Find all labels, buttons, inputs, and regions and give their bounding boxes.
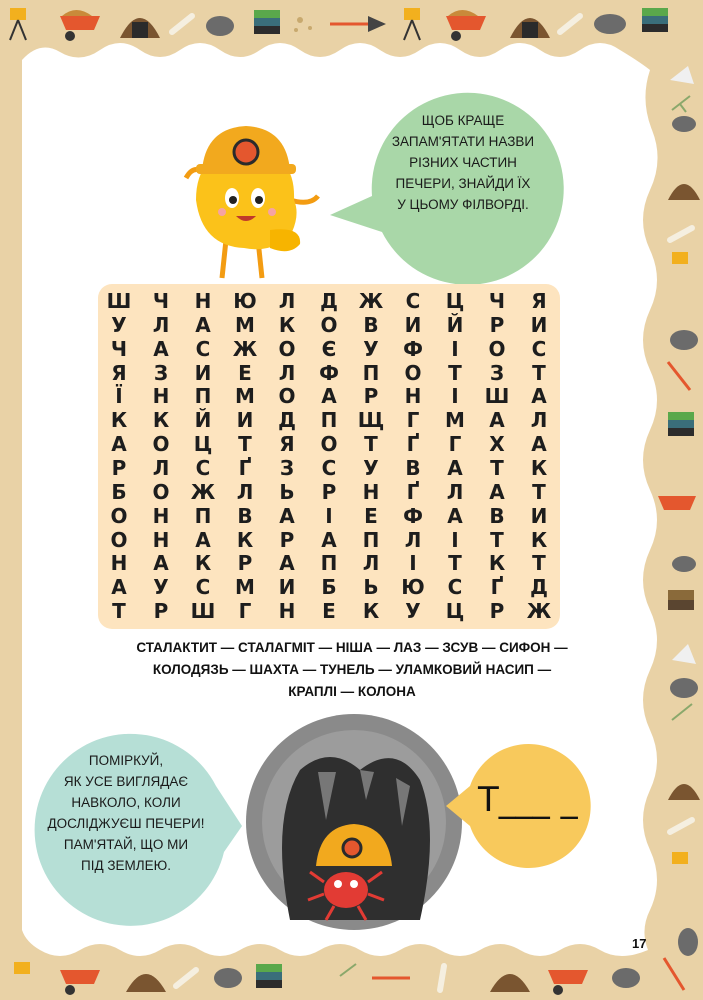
grid-letter: Я: [531, 289, 547, 313]
grid-letter: В: [489, 503, 505, 528]
rock-icon: [594, 14, 626, 34]
grid-letter: У: [111, 312, 127, 337]
shovel-icon: [668, 362, 690, 390]
grid-letter: О: [278, 336, 296, 361]
grid-letter: Ц: [445, 599, 465, 624]
grid-letter: І: [451, 384, 459, 409]
grid-letter: А: [531, 432, 547, 457]
grid-letter: К: [362, 599, 380, 624]
grid-letter: Х: [489, 432, 505, 457]
rock-icon: [214, 968, 242, 988]
grid-letter: Я: [111, 360, 127, 385]
bottom-decor-row: [14, 958, 684, 995]
top-decor-row: [10, 8, 668, 41]
soil-layers-icon: [642, 8, 668, 32]
grid-letter: И: [530, 503, 548, 528]
grid-letter: О: [320, 432, 338, 457]
grid-letter: О: [404, 360, 422, 385]
crystal-icon: [672, 644, 696, 664]
grid-letter: Ш: [106, 289, 132, 313]
grid-letter: К: [152, 408, 170, 433]
grid-letter: С: [195, 456, 211, 480]
grid-letter: М: [235, 312, 255, 337]
mine-entrance-icon: [490, 974, 530, 992]
mine-entrance-icon: [120, 18, 160, 38]
grid-letter: А: [447, 456, 463, 480]
rock-icon: [672, 556, 696, 572]
grid-letter: И: [194, 360, 212, 385]
grid-letter: О: [488, 336, 506, 361]
shovel-icon: [330, 16, 386, 32]
grid-letter: Ь: [279, 479, 295, 504]
grid-letter: К: [488, 551, 506, 576]
bottom-bubble-line: ЯК УСЕ ВИГЛЯДАЄ: [63, 774, 189, 789]
grid-letter: М: [235, 575, 255, 600]
surveyor-tripod-icon: [672, 852, 688, 864]
grid-letter: Р: [321, 479, 337, 504]
grid-letter: А: [195, 527, 211, 552]
grid-letter: Т: [532, 479, 546, 504]
grid-letter: К: [236, 527, 254, 552]
grid-letter: Н: [152, 384, 170, 409]
grid-letter: О: [110, 503, 128, 528]
bone-icon: [440, 966, 444, 990]
shovel-icon: [664, 958, 684, 990]
surveyor-tripod-icon: [14, 962, 30, 974]
grid-letter: Л: [236, 479, 254, 504]
grid-letter: К: [110, 408, 128, 433]
grid-letter: О: [320, 312, 338, 337]
top-bubble-line: ЗАПАМ'ЯТАТИ НАЗВИ: [391, 134, 535, 149]
grid-letter: У: [363, 336, 379, 361]
grid-letter: Л: [404, 527, 422, 552]
grid-letter: А: [153, 551, 169, 576]
grid-letter: Р: [363, 384, 379, 409]
cave-illustration: [246, 714, 462, 930]
grid-letter: В: [363, 312, 379, 337]
grid-letter: Р: [489, 312, 505, 337]
soil-layers-icon: [256, 964, 282, 988]
page-number: 17: [632, 936, 647, 951]
mine-entrance-icon: [126, 974, 166, 992]
grid-letter: Н: [278, 599, 296, 624]
grid-letter: И: [236, 408, 254, 433]
grid-letter: Б: [321, 575, 337, 600]
word-list-line: СТАЛАКТИТ — СТАЛАГМІТ — НІША — ЛАЗ — ЗСУВ — СИФОН —: [136, 640, 568, 655]
grid-letter: Ґ: [406, 479, 420, 504]
grid-letter: Е: [364, 503, 378, 528]
bottom-bubble-text: [40, 750, 212, 876]
rock-icon: [612, 968, 640, 988]
grid-letter: Ж: [190, 479, 216, 504]
grid-letter: Ц: [445, 289, 465, 313]
soil-layers-icon: [668, 412, 694, 436]
grid-letter: К: [530, 527, 548, 552]
grid-letter: А: [111, 575, 127, 600]
word-list-line: КОЛОДЯЗЬ — ШАХТА — ТУНЕЛЬ — УЛАМКОВИЙ НАСИП —: [152, 662, 552, 677]
grid-letter: К: [530, 456, 548, 480]
grid-letter: Ж: [358, 289, 384, 313]
grid-letter: О: [110, 527, 128, 552]
grid-letter: Л: [152, 312, 170, 337]
grid-letter: Ч: [110, 336, 128, 361]
wheelbarrow-icon: [446, 10, 486, 41]
grid-letter: И: [530, 312, 548, 337]
soil-layers-icon: [254, 10, 280, 34]
soil-layers-icon: [668, 590, 694, 610]
grid-letter: І: [325, 503, 333, 528]
grid-letter: Р: [489, 599, 505, 624]
grid-letter: П: [194, 503, 212, 528]
grid-letter: З: [489, 360, 505, 385]
grid-letter: Р: [153, 599, 169, 624]
grid-letter: С: [447, 575, 463, 600]
grid-letter: Т: [532, 551, 546, 576]
grid-letter: Г: [406, 408, 420, 433]
grid-letter: Т: [448, 551, 462, 576]
rock-icon: [678, 928, 698, 956]
grid-letter: Г: [238, 599, 252, 624]
bottom-bubble-line: ПАМ'ЯТАЙ, ЩО МИ: [63, 837, 189, 852]
grid-letter: Р: [111, 456, 127, 480]
grid-letter: Е: [238, 360, 252, 385]
mine-entrance-icon: [668, 184, 700, 200]
right-decor-column: [658, 66, 700, 956]
grid-letter: Н: [152, 503, 170, 528]
grid-letter: Г: [448, 432, 462, 457]
surveyor-tripod-icon: [404, 8, 420, 40]
grid-letter: Т: [238, 432, 252, 457]
grid-letter: Ч: [488, 289, 506, 313]
grid-letter: А: [279, 551, 295, 576]
grid-letter: А: [279, 503, 295, 528]
grid-letter: И: [404, 312, 422, 337]
top-bubble-line: У ЦЬОМУ ФІЛВОРДІ.: [397, 197, 529, 212]
grid-letter: С: [405, 289, 421, 313]
top-bubble-line: ЩОБ КРАЩЕ: [421, 113, 505, 128]
answer-hint: Т___ _: [478, 780, 578, 820]
grid-letter: А: [489, 479, 505, 504]
grid-letter: П: [320, 551, 338, 576]
grid-letter: Ф: [403, 503, 423, 528]
grid-letter: Л: [446, 479, 464, 504]
rock-icon: [670, 330, 698, 350]
grid-letter: Ч: [152, 289, 170, 313]
rock-icon: [206, 16, 234, 36]
grid-letter: І: [409, 551, 417, 576]
grid-letter: З: [279, 456, 295, 480]
grid-letter: Ж: [526, 599, 552, 624]
pebbles-icon: [294, 17, 312, 32]
grid-letter: В: [405, 456, 421, 480]
bottom-bubble-line: ПОМІРКУЙ,: [88, 753, 164, 768]
grid-letter: А: [153, 336, 169, 361]
grid-letter: П: [320, 408, 338, 433]
grid-letter: Д: [278, 408, 296, 433]
wheelbarrow-icon: [60, 10, 100, 41]
grid-letter: М: [235, 384, 255, 409]
grid-letter: А: [447, 503, 463, 528]
grid-letter: П: [194, 384, 212, 409]
grid-letter: Ф: [319, 360, 339, 385]
grid-letter: Д: [320, 289, 338, 313]
wheelbarrow-icon: [60, 970, 100, 995]
grid-letter: Ж: [232, 336, 258, 361]
grid-letter: А: [489, 408, 505, 433]
grid-letter: С: [195, 575, 211, 600]
bone-icon: [670, 820, 692, 832]
grid-letter: У: [363, 456, 379, 480]
grid-letter: А: [111, 432, 127, 457]
grid-letter: Н: [404, 384, 422, 409]
grid-letter: Б: [111, 479, 127, 504]
grid-letter: І: [451, 336, 459, 361]
grid-letter: Т: [490, 527, 504, 552]
grid-letter: С: [321, 456, 337, 480]
grid-letter: У: [153, 575, 169, 600]
grid-letter: З: [153, 360, 169, 385]
grid-letter: Ф: [403, 336, 423, 361]
grid-letter: Н: [362, 479, 380, 504]
grid-letter: Л: [362, 551, 380, 576]
grid-letter: С: [531, 336, 547, 361]
rock-icon: [672, 116, 696, 132]
bone-icon: [176, 970, 196, 986]
grid-letter: Е: [322, 599, 336, 624]
grid-letter: Н: [110, 551, 128, 576]
twig-icon: [340, 964, 356, 976]
grid-letter: Щ: [357, 408, 385, 433]
grid-letter: Н: [194, 289, 212, 313]
twig-icon: [672, 96, 690, 112]
mine-entrance-icon: [668, 784, 700, 800]
top-bubble-line: ПЕЧЕРИ, ЗНАЙДИ ЇХ: [395, 176, 531, 191]
grid-letter: А: [195, 312, 211, 337]
surveyor-tripod-icon: [672, 252, 688, 264]
grid-letter: Л: [530, 408, 548, 433]
wheelbarrow-icon: [548, 970, 588, 995]
grid-letter: О: [278, 384, 296, 409]
grid-letter: Ь: [363, 575, 379, 600]
grid-letter: Є: [321, 336, 337, 361]
grid-letter: Ц: [193, 432, 213, 457]
grid-letter: Т: [448, 360, 462, 385]
grid-letter: Ґ: [490, 575, 504, 600]
headlamp-icon: [343, 839, 361, 857]
bottom-bubble-line: НАВКОЛО, КОЛИ: [71, 795, 181, 810]
bottom-bubble-line: ПІД ЗЕМЛЕЮ.: [80, 858, 171, 873]
grid-letter: А: [321, 384, 337, 409]
grid-letter: Т: [490, 456, 504, 480]
grid-letter: Т: [112, 599, 126, 624]
twig-icon: [672, 704, 692, 720]
grid-letter: І: [451, 527, 459, 552]
grid-letter: С: [195, 336, 211, 361]
top-bubble-text: [378, 110, 548, 215]
grid-letter: Н: [152, 527, 170, 552]
bone-icon: [670, 228, 692, 240]
headlamp-icon: [234, 140, 258, 164]
grid-letter: П: [362, 360, 380, 385]
grid-letter: Ю: [233, 289, 257, 313]
grid-letter: Ю: [401, 575, 425, 600]
grid-letter: Я: [279, 432, 295, 457]
word-list: [60, 640, 644, 706]
grid-letter: П: [362, 527, 380, 552]
grid-letter: Й: [194, 408, 212, 433]
rock-icon: [670, 678, 698, 698]
grid-letter: И: [278, 575, 296, 600]
grid-letter: А: [531, 384, 547, 409]
crystal-icon: [670, 66, 694, 84]
bone-icon: [172, 16, 192, 32]
grid-letter: М: [445, 408, 465, 433]
grid-letter: К: [278, 312, 296, 337]
grid-letter: О: [152, 432, 170, 457]
grid-letter: К: [194, 551, 212, 576]
grid-letter: Д: [530, 575, 548, 600]
mine-entrance-icon: [510, 18, 550, 38]
grid-letter: Ї: [115, 384, 123, 409]
bone-icon: [560, 16, 580, 32]
grid-letter: Р: [237, 551, 253, 576]
grid-letter: Ґ: [238, 456, 252, 480]
grid-letter: У: [405, 599, 421, 624]
grid-letter: Л: [152, 456, 170, 480]
grid-letter: Й: [446, 312, 464, 337]
grid-letter: Л: [278, 360, 296, 385]
grid-letter: Ґ: [406, 432, 420, 457]
grid-letter: А: [321, 527, 337, 552]
grid-letter: Ш: [190, 599, 216, 624]
bottom-bubble-line: ДОСЛІДЖУЄШ ПЕЧЕРИ!: [47, 816, 205, 831]
grid-letter: В: [237, 503, 253, 528]
top-bubble-line: РІЗНИХ ЧАСТИН: [409, 155, 517, 170]
grid-letter: Т: [364, 432, 378, 457]
grid-letter: О: [152, 479, 170, 504]
grid-letter: Ш: [484, 384, 510, 409]
word-list-line: КРАПЛІ — КОЛОНА: [288, 684, 416, 699]
wheelbarrow-icon: [658, 496, 696, 510]
surveyor-tripod-icon: [10, 8, 26, 40]
grid-letter: Т: [532, 360, 546, 385]
grid-letter: Л: [278, 289, 296, 313]
grid-letter: Р: [279, 527, 295, 552]
